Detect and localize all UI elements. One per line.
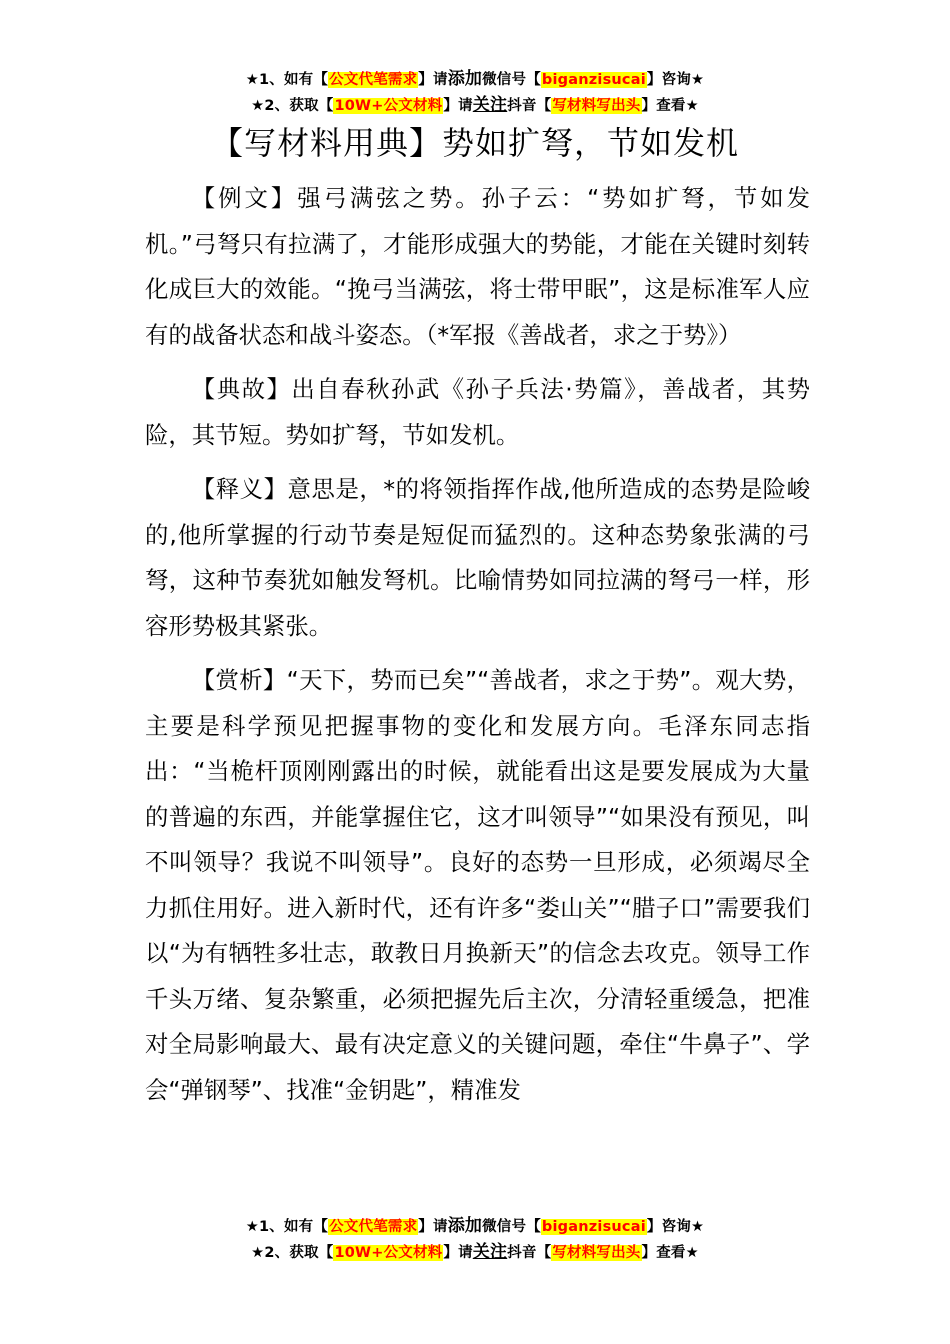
promo-text: ★1、如有【 xyxy=(245,1219,329,1235)
wechat-id-highlight: biganzisucai xyxy=(541,72,646,88)
paragraph-appreciation: 【赏析】“天下，势而已矣”“善战者，求之于势”。观大势，主要是科学预见把握事物的变化和发展方向。毛泽东同志指出：“当桅杆顶刚刚露出的时候，就能看出这是要发展成为大量的普遍的东西，并能掌握住它，这才叫领导”“如果没有预见，叫不叫领导？我说不叫领导”。良好的态势一旦形成，必须竭尽全力抓住用好。进入新时代，还有许多“娄山关”“腊子口”需要我们以“为有牺牲多壮志，敢教日月换新天”的信念去攻克。领导工作千头万绪、复杂繁重，必须把握先后主次，分清轻重缓急，把准对全局影响最大、最有决定意义的关键问题，牵住“牛鼻子”、学会“弹钢琴”、找准“金钥匙”，精准发 xyxy=(145,666,810,1104)
promo-text: ★2、获取【 xyxy=(251,1245,334,1261)
header-promo-banner xyxy=(0,67,950,119)
paragraph-meaning: 【释义】意思是，*的将领指挥作战,他所造成的态势是险峻的,他所掌握的行动节奏是短促而猛烈的。这种态势象张满的弓弩，这种节奏犹如触发弩机。比喻情势如同拉满的弩弓一样，形容形势极其紧张。 xyxy=(145,475,810,640)
header-promo-line-1 xyxy=(0,67,950,93)
promo-text: 】查看★ xyxy=(641,98,699,114)
promo-text: 】咨询★ xyxy=(646,72,705,88)
promo-highlight: 10W+公文材料 xyxy=(334,98,443,114)
promo-emphasis: 添加 xyxy=(447,1216,483,1236)
footer-promo-banner xyxy=(0,1214,950,1266)
paragraph-allusion: 【典故】出自春秋孙武《孙子兵法·势篇》，善战者，其势险，其节短。势如扩弩，节如发机。 xyxy=(145,375,810,449)
promo-highlight: 公文代笔需求 xyxy=(329,72,418,88)
promo-text: 】咨询★ xyxy=(646,1219,705,1235)
promo-emphasis: 关注 xyxy=(472,95,508,115)
document-title: 【写材料用典】势如扩弩，节如发机 xyxy=(210,124,739,162)
promo-highlight: 10W+公文材料 xyxy=(334,1245,443,1261)
douyin-account-highlight: 写材料写出头 xyxy=(552,1245,641,1261)
wechat-id-highlight: biganzisucai xyxy=(541,1219,646,1235)
header-promo-line-2 xyxy=(0,93,950,119)
promo-text: 】请 xyxy=(418,72,448,88)
douyin-account-highlight: 写材料写出头 xyxy=(552,98,641,114)
promo-text: 微信号【 xyxy=(482,1219,541,1235)
promo-text: 】请 xyxy=(443,1245,473,1261)
document-body xyxy=(145,176,810,1122)
promo-text: 抖音【 xyxy=(507,1245,552,1261)
promo-highlight: 公文代笔需求 xyxy=(329,1219,418,1235)
promo-text: 】请 xyxy=(418,1219,448,1235)
promo-text: 抖音【 xyxy=(507,98,552,114)
promo-text: 】请 xyxy=(443,98,473,114)
promo-text: ★1、如有【 xyxy=(245,72,329,88)
promo-text: 微信号【 xyxy=(482,72,541,88)
promo-emphasis: 添加 xyxy=(447,69,483,89)
footer-promo-line-1 xyxy=(0,1214,950,1240)
promo-text: ★2、获取【 xyxy=(251,98,334,114)
footer-promo-line-2 xyxy=(0,1240,950,1266)
paragraph-example: 【例文】强弓满弦之势。孙子云：“势如扩弩，节如发机。”弓弩只有拉满了，才能形成强大的势能，才能在关键时刻转化成巨大的效能。“挽弓当满弦，将士带甲眠”，这是标准军人应有的战备状态和战斗姿态。（*军报《善战者，求之于势》） xyxy=(145,184,810,349)
promo-emphasis: 关注 xyxy=(472,1242,508,1262)
promo-text: 】查看★ xyxy=(641,1245,699,1261)
